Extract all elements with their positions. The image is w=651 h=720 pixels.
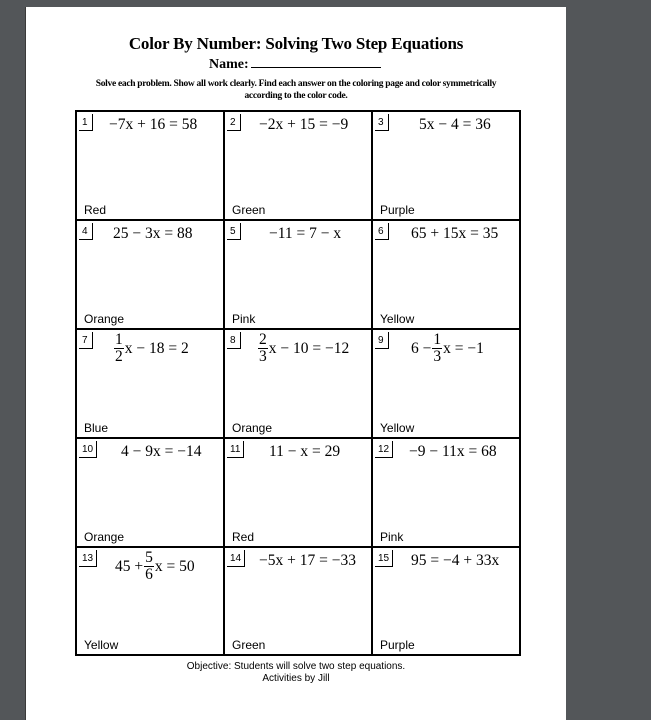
credit-text: Activities by Jill [262, 673, 330, 684]
name-field [209, 55, 381, 73]
equation: −11 = 7 − x [269, 225, 342, 242]
problem-grid [75, 110, 521, 656]
fraction-numerator: 5 [145, 549, 153, 566]
color-label: Orange [84, 530, 125, 544]
problem-cell-3 [373, 112, 519, 221]
problem-cell-6 [373, 221, 519, 330]
problem-cell-8 [225, 330, 373, 439]
problem-cell-5 [225, 221, 373, 330]
problem-number: 8 [227, 332, 241, 349]
fraction-numerator: 1 [433, 331, 442, 348]
equation: −5x + 17 = −33 [259, 552, 356, 569]
worksheet-page [25, 7, 566, 720]
color-label: Yellow [380, 312, 415, 326]
name-blank-line [251, 55, 381, 68]
fraction [114, 332, 124, 365]
problem-cell-13 [77, 548, 225, 654]
problem-number: 13 [79, 550, 97, 567]
problem-number: 1 [79, 114, 93, 131]
equation: −9 − 11x = 68 [409, 443, 497, 460]
problem-number: 11 [227, 441, 244, 458]
fraction [144, 550, 154, 583]
color-label: Pink [380, 530, 404, 544]
problem-number: 14 [227, 550, 245, 567]
color-label: Orange [84, 312, 125, 326]
problem-cell-10 [77, 439, 225, 548]
color-label: Pink [232, 312, 256, 326]
problem-cell-11 [225, 439, 373, 548]
equation [115, 550, 195, 583]
color-label: Purple [380, 638, 415, 652]
fraction-denominator: 3 [433, 348, 442, 365]
problem-number: 7 [79, 332, 93, 349]
problem-cell-12 [373, 439, 519, 548]
problem-cell-15 [373, 548, 519, 654]
color-label: Red [84, 203, 107, 217]
color-label: Yellow [84, 638, 119, 652]
fraction [432, 332, 442, 365]
equation: 11 − x = 29 [269, 443, 341, 460]
problem-number: 6 [375, 223, 389, 240]
equation-suffix: x − 10 = −12 [268, 339, 350, 357]
color-label: Orange [232, 421, 273, 435]
objective-text: Objective: Students will solve two step equations. [186, 661, 406, 672]
problem-cell-9 [373, 330, 519, 439]
fraction-denominator: 3 [259, 348, 267, 365]
instructions: Solve each problem. Show all work clearly. Find each answer on the coloring page and color symmetrically according to the color code. [95, 79, 497, 101]
equation: −7x + 16 = 58 [109, 116, 198, 133]
problem-number: 4 [79, 223, 93, 240]
problem-number: 10 [79, 441, 97, 458]
problem-number: 3 [375, 114, 389, 131]
equation [257, 332, 349, 365]
problem-number: 5 [227, 223, 241, 240]
equation: −2x + 15 = −9 [259, 116, 349, 133]
worksheet-title: Color By Number: Solving Two Step Equations [128, 34, 464, 53]
equation [411, 332, 484, 365]
fraction-denominator: 2 [115, 348, 123, 365]
problem-cell-14 [225, 548, 373, 654]
equation: 65 + 15x = 35 [411, 225, 499, 242]
color-label: Green [232, 638, 266, 652]
problem-cell-2 [225, 112, 373, 221]
color-label: Red [232, 530, 255, 544]
equation: 5x − 4 = 36 [419, 116, 491, 133]
fraction-numerator: 2 [259, 331, 267, 348]
problem-number: 9 [375, 332, 389, 349]
fraction [258, 332, 268, 365]
equation-prefix: 45 + [115, 557, 144, 575]
color-label: Yellow [380, 421, 415, 435]
problem-number: 2 [227, 114, 241, 131]
equation: 95 = −4 + 33x [411, 552, 500, 569]
equation: 25 − 3x = 88 [113, 225, 193, 242]
worksheet-footer [26, 661, 566, 685]
equation: 4 − 9x = −14 [121, 443, 202, 460]
equation [113, 332, 189, 365]
problem-number: 12 [375, 441, 393, 458]
fraction-denominator: 6 [145, 566, 153, 583]
equation-prefix: 6 − [411, 339, 432, 357]
problem-cell-1 [77, 112, 225, 221]
equation-suffix: x = −1 [443, 339, 484, 357]
equation-suffix: x = 50 [154, 557, 195, 575]
name-label: Name: [209, 57, 249, 72]
color-label: Blue [84, 421, 109, 435]
equation-suffix: x − 18 = 2 [124, 339, 189, 357]
fraction-numerator: 1 [115, 331, 123, 348]
problem-cell-7 [77, 330, 225, 439]
problem-number: 15 [375, 550, 393, 567]
color-label: Green [232, 203, 266, 217]
problem-cell-4 [77, 221, 225, 330]
color-label: Purple [380, 203, 415, 217]
